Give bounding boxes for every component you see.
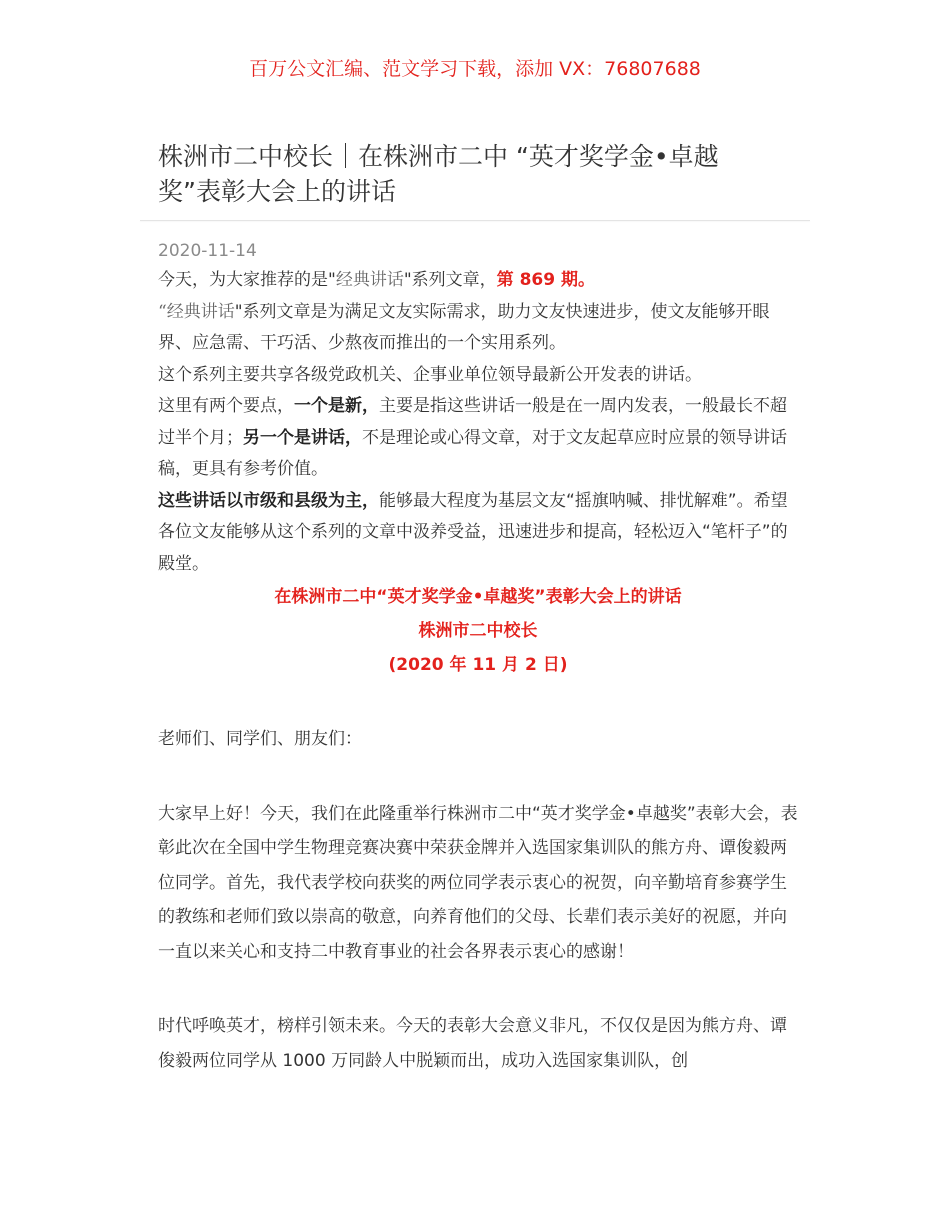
- spacer: [158, 969, 798, 1009]
- speech-speaker: 株洲市二中校长: [418, 621, 538, 641]
- salutation: 老师们、同学们、朋友们：: [158, 729, 362, 749]
- speech-paragraph: 大家早上好！今天，我们在此隆重举行株洲市二中“英才奖学金•卓越奖”表彰大会，表彰此次在全国中学生物理竞赛决赛中荣获金牌并入选国家集训队的熊方舟、谭俊毅两位同学。首先，我代表学校向获奖的两位同学表示衷心的祝贺，向辛勤培育参赛学生的教练和老师们致以崇高的敬意，向养育他们的父母、长辈们表示美好的祝愿，并向一直以来关心和支持二中教育事业的社会各界表示衷心的感谢！: [158, 803, 798, 962]
- intro-text: "系列文章，: [403, 270, 497, 290]
- intro-line-1: [158, 265, 798, 297]
- speech-paragraph: 时代呼唤英才，榜样引领未来。今天的表彰大会意义非凡，不仅仅是因为熊方舟、谭俊毅两位同学从 1000 万同龄人中脱颖而出，成功入选国家集训队，创: [158, 1016, 787, 1071]
- intro-text: 今天，为大家推荐的是": [158, 270, 336, 290]
- issue-number: 第 869 期。: [496, 270, 595, 290]
- spacer: [158, 682, 798, 722]
- intro-paragraph-2: [158, 297, 798, 360]
- promo-banner: 百万公文汇编、范文学习下载，添加 VX：76807688: [249, 58, 701, 80]
- article-title: 株洲市二中校长｜在株洲市二中 “英才奖学金•卓越奖”表彰大会上的讲话: [158, 142, 719, 206]
- title-divider: [140, 220, 810, 221]
- intro-text: 能够最大程度为基层文友“摇旗呐喊、排忧解难”。希望各位文友能够从这个系列的文章中汲养受益，迅速进步和提高，轻松迈入“笔杆子”的殿堂。: [158, 490, 788, 574]
- intro-paragraph-5: [158, 486, 798, 581]
- intro-text: "系列文章是为满足文友实际需求，助力文友快速进步，使文友能够开眼界、应急需、干巧活、少熬夜而推出的一个实用系列。: [158, 301, 770, 353]
- intro-text: 不是理论或心得文章，对于文友起草应时应景的领导讲话稿，更具有参考价值。: [158, 427, 787, 479]
- series-name: 经典讲话: [335, 270, 404, 290]
- series-name: 经典讲话: [166, 301, 235, 322]
- speech-body: [158, 722, 798, 1078]
- key-point-new: 一个是新，: [294, 396, 379, 416]
- speech-date: (2020 年 11 月 2 日): [388, 655, 568, 675]
- key-point-level: 这些讲话以市级和县级为主，: [158, 490, 379, 511]
- intro-paragraph-4: [158, 391, 798, 486]
- spacer: [158, 757, 798, 797]
- intro-paragraph-3: 这个系列主要共享各级党政机关、企事业单位领导最新公开发表的讲话。: [158, 364, 702, 385]
- key-point-speech: 另一个是讲话，: [243, 427, 362, 448]
- speech-title: 在株洲市二中“英才奖学金•卓越奖”表彰大会上的讲话: [274, 587, 682, 607]
- intro-text: 主要是指这些讲话一般是在一周内发表，一般最长不超过半个月；: [158, 396, 787, 448]
- quote-mark: “: [158, 301, 167, 322]
- intro-text: 这里有两个要点，: [158, 396, 294, 416]
- publish-date: 2020-11-14: [158, 241, 257, 261]
- article-body: [158, 265, 798, 1078]
